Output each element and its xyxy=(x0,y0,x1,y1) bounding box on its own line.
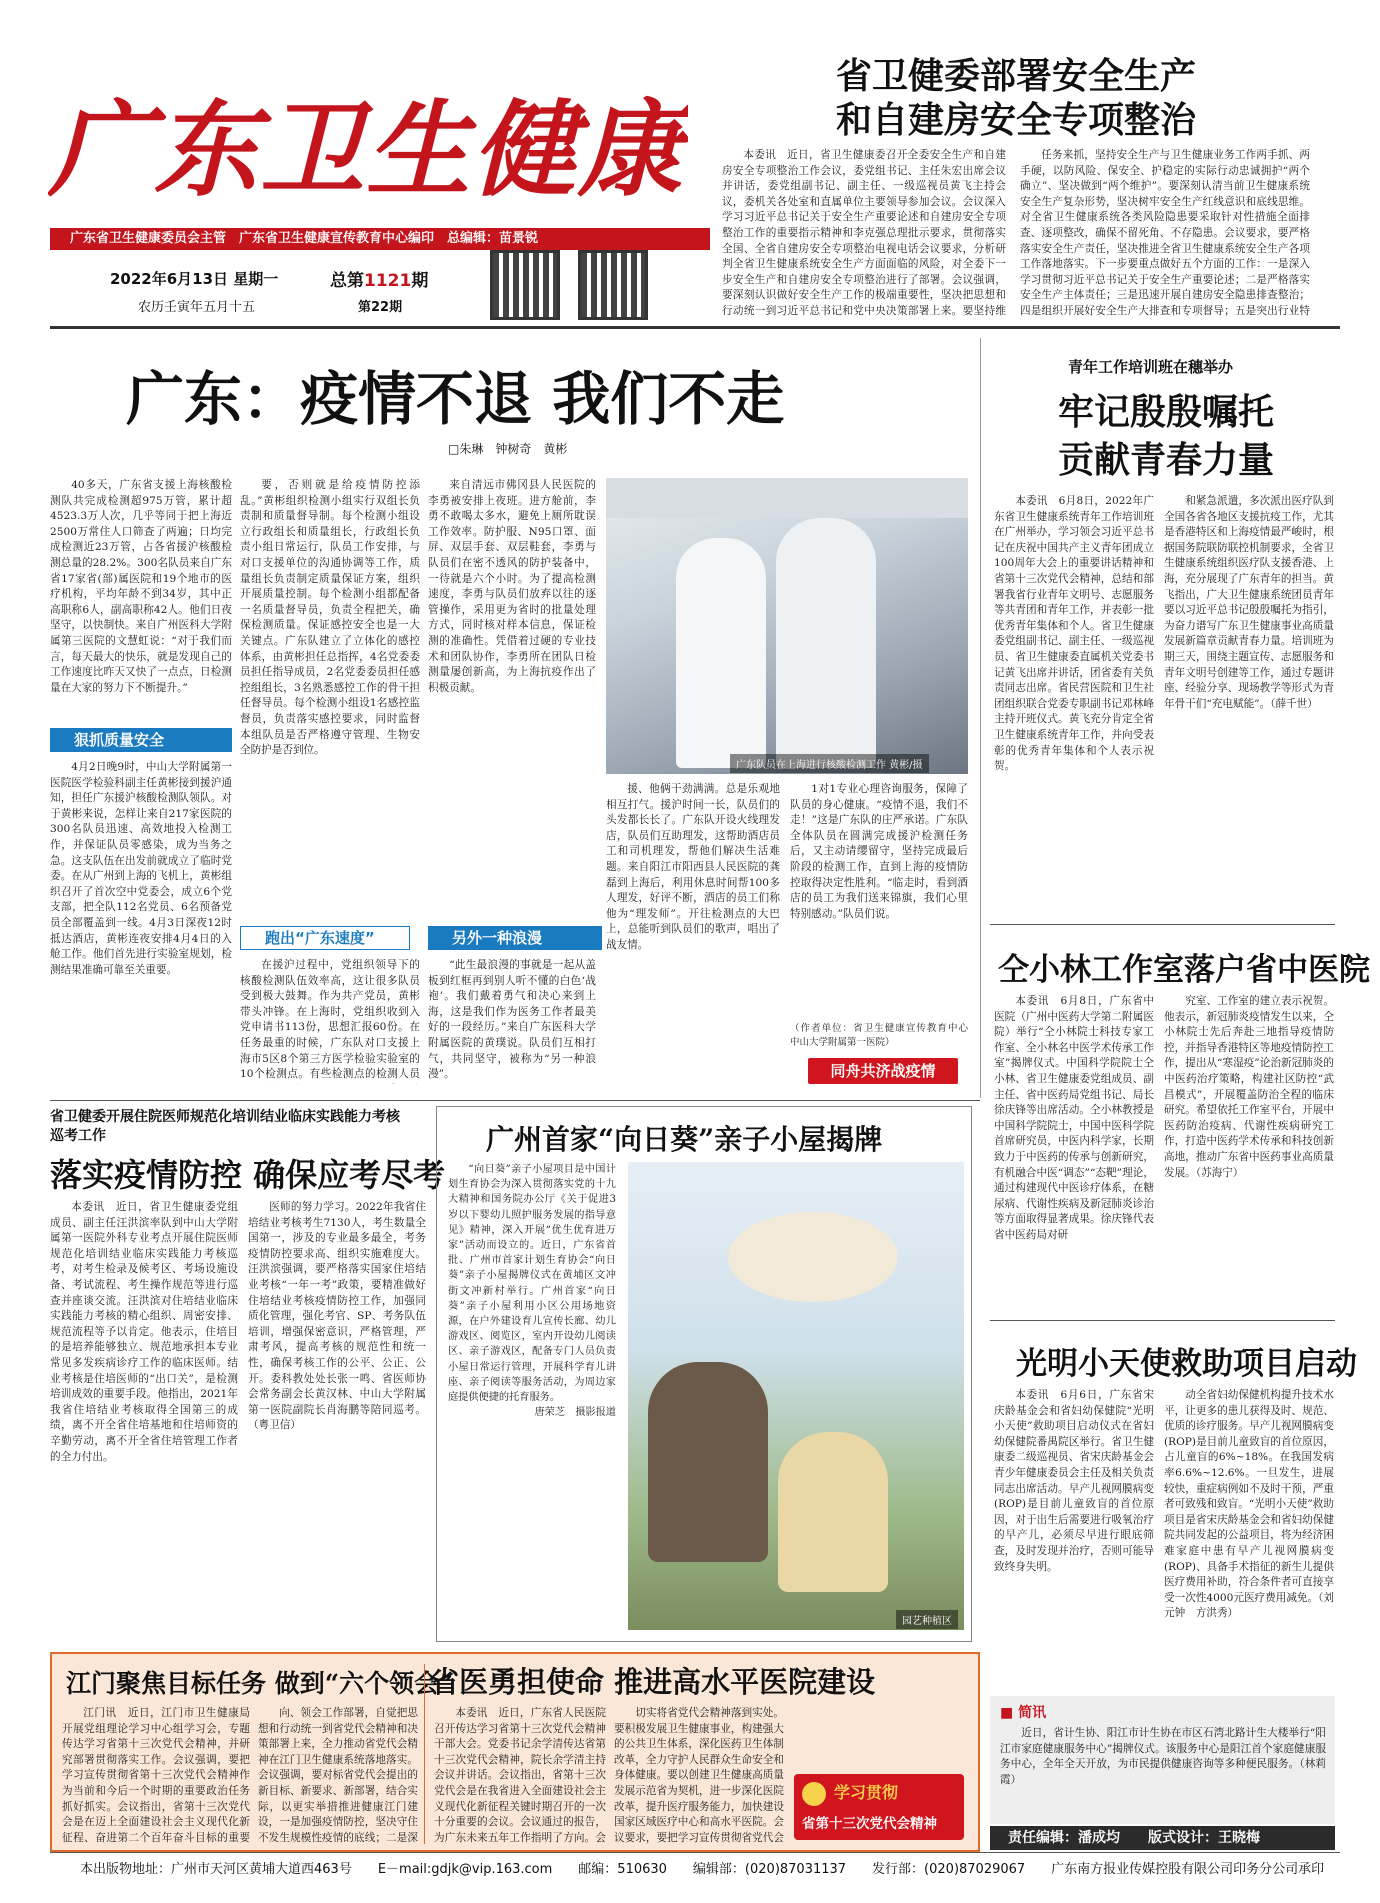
a8-column-1: 江门讯 近日，江门市卫生健康局开展党组理论学习中心组学习会，专题传达学习省第十三次党代会精神，并研究部署贯彻落实工作。会议强调，要把学习宣传贯彻省第十三次党代会精神作为当前和今后一个时期的重要政治任务抓好抓实。会议指出，省第十三次党代会是在迈上全面建设社会主义现代化新征程、奋进第二个百年奋斗目标的重要 xyxy=(62,1707,250,1844)
total-issue-number: 1121 xyxy=(364,271,412,291)
a7-column-1: 本委讯 6月6日，广东省宋庆龄基金会和省妇幼保健院“光明小天使”救助项目启动仪式在省妇幼保健院番禺院区举行。省卫生健康委二级巡视员、省宋庆龄基金会青少年健康委员会主任及相关负责同志出席活动。早产儿视网膜病变(ROP)是目前儿童致盲的首位原因，对于出生后需要进行吸氧治疗的早产儿，必须尽早进行眼底筛查，及时发现并治疗，否则可能导致终身失明。 xyxy=(994,1389,1154,1573)
issue-number: 第22期 xyxy=(358,300,403,315)
a3-title-line1: 牢记殷殷嘱托 xyxy=(1058,391,1275,433)
a6-photo xyxy=(628,1162,964,1630)
a1-title-line1: 省卫健委部署安全生产 xyxy=(836,55,1197,97)
section-divider xyxy=(50,1100,980,1101)
a2-title: 广东：疫情不退 我们不走 xyxy=(126,365,785,433)
issue-date: 2022年6月13日 星期一 xyxy=(110,270,279,288)
a5-kicker: 省卫健委开展住院医师规范化培训结业临床实践能力考核巡考工作 xyxy=(50,1109,400,1144)
study-badge-line2: 省第十三次党代会精神 xyxy=(802,1816,937,1832)
qr-code-icon xyxy=(578,250,648,320)
a2-byline: □朱琳 钟树奇 黄彬 xyxy=(448,442,568,456)
badge-anti-epidemic: 同舟共济战疫情 xyxy=(808,1058,958,1084)
a9-title: 省医勇担使命 推进高水平医院建设 xyxy=(430,1665,876,1699)
party-emblem-icon xyxy=(802,1782,826,1806)
header-divider xyxy=(50,326,1340,329)
a3-column-1: 本委讯 6月8日，2022年广东省卫生健康系统青年工作培训班在广州举办，学习领会习近平总书记在庆祝中国共产主义青年团成立100周年大会上的重要讲话精神和省第十三次党代会精神，总结和部署我省行业青年文明号、志愿服务等共青团和青年工作，并表彰一批优秀青年集体和个人。省卫生健康委党组副书记、副主任、一级巡视员、省卫生健康委直属机关党委书记黄飞出席并讲话，团省委有关负责同志出席。省民营医院和卫生社团组织联合党委专职副书记邓林峰主持开班仪式。黄飞充分肯定全省卫生健康系统青年工作，并向受表彰的优秀青年集体和个人表示祝贺。 xyxy=(994,495,1154,773)
a2-section-quality: 狠抓质量安全 xyxy=(50,728,232,752)
a4-column-1: 本委讯 6月8日，广东省中医院（广州中医药大学第二附属医院）举行“仝小林院士科技专家工作室、全小林名中医学术传承工作室”揭牌仪式。中国科学院院士仝小林、省卫生健康委党组成员、副主任、省中医药局党组书记、局长徐庆锋等出席活动。仝小林教授是中国科学院院士，中国中医科学院首席研究员，中医内科学家，长期致力于中医药的传承与创新研究，有机融合中医“调态”“态靶”理论，通过构建现代中医诊疗体系，在糖尿病、代谢性疾病及新冠肺炎诊治等方面取得显著成果。徐庆锋代表省中医药局对研 xyxy=(994,995,1154,1241)
total-issue-suffix: 期 xyxy=(411,271,429,291)
a6-text: “向日葵”亲子小屋项目是中国计划生育协会为深入贯彻落实党的十九大精神和国务院办公厅《关于促进3岁以下婴幼儿照护服务发展的指导意见》精神，深入开展“优生优育进万家”活动而设立的。近日，广东省首批、广州市首家计划生育协会“向日葵”亲子小屋揭牌仪式在黄埔区文冲街文冲新村举行。广州首家“向日葵”亲子小屋利用小区公用场地资源，在户外建设育儿宣传长廊、幼儿游戏区、阅览区，室内开设幼儿阅读区、亲子游戏区，配备专门人员负责小屋日常运行管理，开展科学育儿讲座、亲子阅读等服务活动，为周边家庭提供便捷的托育服务。 唐荣芝 摄影报道 xyxy=(448,1164,616,1419)
a2-photo xyxy=(606,478,968,774)
a2-section-romance: 另外一种浪漫 xyxy=(428,926,602,950)
a3-title-line2: 贡献青春力量 xyxy=(1058,439,1275,481)
signboard xyxy=(728,1212,898,1302)
band-divider xyxy=(424,1664,425,1844)
a6-author: 唐荣芝 xyxy=(534,1407,566,1419)
worker-figure xyxy=(676,538,766,768)
a2-column-2b: 在援沪过程中，党组织领导下的核酸检测队伍效率高，这让很多队员受到极大鼓舞。作为共产党员，黄彬带头冲锋。在上海时，党组织收到入党申请书113份，思想汇报60份。在任务最重的时候，广东队对口支援上海市5区8个第三方医学检验实验室的10个检测点。有些检测点的检测人员 xyxy=(240,959,420,1081)
study-badge xyxy=(794,1774,964,1840)
a2-column-1b: 4月2日晚9时，中山大学附属第一医院医学检验科副主任黄彬接到援沪通知，担任广东援沪核酸检测队领队。对于黄彬来说，怎样让来自217家医院的300名队员迅速、高效地投入检测工作，并保证队员零感染，成为当务之急。这支队伍在出发前就成立了临时党委。在从广州到上海的飞机上，黄彬组织召开了首次空中党委会，成立6个党支部，把全队112名党员、6名预备党员全部覆盖到一线。4月3日深夜12时抵达酒店，黄彬连夜安排4月4日的入舱工作。他们首先进行实验室规划，检测结果准确可靠至关重要。 xyxy=(50,761,232,976)
qr-code-icon xyxy=(490,250,560,320)
a6-title: 广州首家“向日葵”亲子小屋揭牌 xyxy=(486,1123,883,1156)
a6-author-note: 摄影报道 xyxy=(575,1407,616,1419)
column-divider xyxy=(980,338,981,1098)
section-divider xyxy=(990,924,1335,925)
brief-label: ■ 简讯 xyxy=(1000,1705,1047,1721)
a1-column-1: 本委讯 近日，省卫生健康委召开全委安全生产和自建房安全专项整治工作会议，委党组书记、主任朱宏出席会议并讲话，委党组副书记、副主任、一级巡视员黄飞主持会议，委机关各处室和直属单位主要领导参加会议。会议深入学习习近平总书记关于安全生产重要论述和自建房安全专项整治工作的重要指示精神和李克强总理批示要求，贯彻落实全国、全省自建房安全专项整治电视电话会议要求，分析研判全省卫生健康系统安全生产方面面临的风险，对全委下一步安全生产和自建房安全专项整治进行了部署。会议强调，要深刻认识做好安全生产工作的极端重要性，坚决把思想和行动统一到习近平总书记和党中央决策部署上来。要坚持维 xyxy=(722,149,1006,317)
child-figure xyxy=(778,1432,888,1592)
total-issue xyxy=(330,266,428,291)
a7-column-2: 动全省妇幼保健机构提升技术水平，让更多的患儿获得及时、规范、优质的诊疗服务。早产儿视网膜病变(ROP)是目前儿童致盲的首位原因，占儿童盲的6%~18%。在我国发病率6.6%~12.6%。一旦发生，进展较快，重症病例如不及时干预，严重者可致残和致盲。“光明小天使”救助项目是省宋庆龄基金会和省妇幼保健院共同发起的公益项目，将为经济困难家庭中患有早产儿视网膜病变(ROP)、具备手术指征的新生儿提供医疗费用补助，符合条件者可直接享受一次性4000元医疗费用减免。（刘元钟 方洪秀） xyxy=(1164,1389,1334,1620)
sponsor-bar: 广东省卫生健康委员会主管 广东省卫生健康宣传教育中心编印 总编辑：苗景锐 xyxy=(50,228,710,250)
a8-title: 江门聚焦目标任务 做到“六个领会” xyxy=(66,1669,454,1698)
a2-author-note: （作者单位：省卫生健康宣传教育中心 中山大学附属第一医院） xyxy=(790,1023,968,1048)
a2-column-4: 援、他俩干劲满满。总是乐观地相互打气。援沪时间一长，队员们的头发都长长了。广东队开设火线理发店，队员们互助理发，这帮助酒店员工和司机理发，帮他们解决生活难题。来自阳江市阳西县人民医院的龚磊到上海后，利用休息时间帮100多人理发，好评不断，酒店的员工们称他为“理发师”。开往检测点的大巴上，总能听到队员们的歌声，唱出了战友情。 xyxy=(606,783,780,951)
a9-column-1: 本委讯 近日，广东省人民医院召开传达学习省第十三次党代会精神干部大会。党委书记余学清传达省第十三次党代会精神，院长余学清主持会议并讲话。会议指出，省第十三次党代会是在我省进入全面建设社会主义现代化新征程关键时期召开的一次十分重要的会议。会议通过的报告，为广东未来五年工作指明了方向。会 xyxy=(434,1707,606,1844)
footer-info: 本出版物地址：广州市天河区黄埔大道西463号 E－mail:gdjk@vip.163.com 邮编：510630 编辑部：(020)87031137 发行部：(020)87029067 广东南方报业传媒控股有限公司印务分公司承印 xyxy=(80,1862,1325,1877)
a3-column-2: 和紧急派遣，多次派出医疗队到全国各省各地区支援抗疫工作，尤其是香港特区和上海疫情最严峻时，根据国务院联防联控机制要求，全省卫生健康系统组织医疗队支援香港、上海，充分展现了广东青年的担当。黄飞指出，广大卫生健康系统团员青年要以习近平总书记殷殷嘱托为指引，为奋力谱写广东卫生健康事业高质量发展新篇章贡献青春力量。培训班为期三天，围绕主题宣传、志愿服务和青年文明号创建等工作，通过专题讲座、经验分享、现场教学等形式为青年骨干们“充电赋能”。（薛千世） xyxy=(1164,495,1334,710)
a2-column-2: 要，否则就是给疫情防控添乱。”黄彬组织检测小组实行双组长负责制和质量督导制。每个检测小组设立行政组长和质量组长，行政组长负责小组日常运行，队员工作安排，与对口支援单位的沟通协调等工作，质量组长负责制定质量保证方案，组织开展质量控制。每个检测小组都配备一名质量督导员，负责全程把关，确保检测质量。保证感控安全也是一大关键点。广东队建立了立体化的感控体系，由黄彬担任总指挥，4名党委委员担任指导成员，2名党委委员担任感控组组长，3名熟悉感控工作的骨干担任督导员。每个检测小组设1名感控监督员，负责落实感控要求，同时监督本组队员是否严格遵守管理、生物安全防护是否到位。 xyxy=(240,479,420,757)
a2-column-3b: “此生最浪漫的事就是一起从盖板到红框再到别人听不懂的白色‘战袍’。我们戴着勇气和决心来到上海，这是我们作为医务工作者最美好的一段经历。”来自广东医科大学附属医院的黄璞说。队员们互相打气，共同坚守，被称为“另一种浪漫”。 xyxy=(428,959,596,1081)
a8-column-2: 向、领会工作部署，自觉把思想和行动统一到省党代会精神和决策部署上来，全力推动省党代会精神在江门卫生健康系统落地落实。会议强调，要对标省党代会提出的新目标、新要求、新部署，结合实际，以更实举措推进健康江门建设，一是加强疫情防控，坚决守住不发生规模性疫情的底线；二是深 xyxy=(258,1707,418,1844)
a3-kicker: 青年工作培训班在穗举办 xyxy=(1068,358,1234,376)
editor-credits: 责任编辑：潘成均 版式设计：王晓梅 xyxy=(990,1826,1335,1850)
footer-divider xyxy=(50,1852,1340,1853)
a5-title: 落实疫情防控 确保应考尽考 xyxy=(50,1156,446,1194)
ceiling xyxy=(606,478,968,518)
study-badge-line1: 学习贯彻 xyxy=(834,1783,899,1802)
total-issue-prefix: 总第 xyxy=(330,271,364,291)
a2-section-speed: 跑出“广东速度” xyxy=(240,926,410,950)
a2-photo-caption: 广东队员在上海进行核酸检测工作 黄彬/摄 xyxy=(730,754,929,773)
a6-photo-caption: 园艺种植区 xyxy=(896,1610,958,1629)
a2-column-1: 40多天，广东省支援上海核酸检测队共完成检测超975万管，累计超4523.3万人次，几乎等同于把上海近2500万常住人口筛查了两遍；日均完成检测近23万管，占各省援沪核酸检测总量的28.2%。300名队员来自广东省17家省(部)属医院和19个地市的医疗机构，平均年龄不到34岁，其中正高职称6人，副高职称42人。他们日夜坚守，以快制快。来自广州医科大学附属第三医院的文慧虹说：“对于我们而言，每天最大的快乐，就是发现自己的工作速度比昨天又快了一点点，日检测量在大家的努力下不断提升。” xyxy=(50,479,232,694)
a7-title: 光明小天使救助项目启动 xyxy=(1016,1346,1357,1382)
a2-column-3: 来自清远市佛冈县人民医院的李勇被安排上夜班。进方舱前，李勇不敢喝太多水，避免上厕所耽误工作效率。防护服、N95口罩、面屏、双层手套、双层鞋套，李勇与队员们在密不透风的防护装备中，一待就是六个小时。为了提高检测速度，李勇与队员们放弃以往的逐管操作，采用更为省时的批量处理方式，同时核对样本信息，保证检测的准确性。凭借着过硬的专业技术和团队协作，李勇所在团队日检测量屡创新高，为上海抗疫作出了积极贡献。 xyxy=(428,479,596,694)
a4-title: 仝小林工作室落户省中医院 xyxy=(998,952,1370,988)
lunar-date: 农历壬寅年五月十五 xyxy=(138,300,256,315)
section-divider xyxy=(990,1320,1335,1321)
a1-title-line2: 和自建房安全专项整治 xyxy=(836,99,1197,141)
a4-column-2: 究室、工作室的建立表示祝贺。他表示，新冠肺炎疫情发生以来，仝小林院士先后奔赴三地指导疫情防控，并指导香港特区等地疫情防控工作，提出从“寒湿疫”论治新冠肺炎的中医药治疗策略，构建社区防控“武昌模式”，开展覆盖防治全程的临床研究。希望依托工作室平台，开展中医药防治疫病、代谢性疾病研究工作，打造中医药学术传承和科技创新高地，推动广东省中医药事业高质量发展。（苏海宁） xyxy=(1164,995,1334,1179)
a5-column-1: 本委讯 近日，省卫生健康委党组成员、副主任汪洪滨率队到中山大学附属第一医院外科专业考点开展住院医师规范化培训结业临床实践能力考核巡考，对考生检录及候考区、考场设施设备、考试流程、考生操作规范等进行巡查并座谈交流。汪洪滨对住培结业临床实践能力考核的精心组织、周密安排、规范流程等予以肯定。他表示，住培目的是培养能够独立、规范地承担本专业常见多发疾病诊疗工作的临床医师。结业考核是住培医师的“出口关”，是检测培训成效的重要手段。他指出，2021年我省住培结业考核取得全国第三的成绩，离不开全省住培基地和住培师资的辛勤劳动，离不开全省住培管理工作者的全力付出。 xyxy=(50,1201,238,1463)
worker-figure xyxy=(776,518,876,768)
a1-column-2: 任务来抓，坚持安全生产与卫生健康业务工作两手抓、两手硬，以防风险、保安全、护稳定的实际行动忠诚拥护“两个确立”、坚决做到“两个维护”。要深刻认清当前卫生健康系统安全生产复杂形势，坚决树牢安全生产红线意识和底线思维。对全省卫生健康系统各类风险隐患要采取针对性措施全面排查、逐项整改，确保不留死角、不存隐患。会议要求，要严格落实安全生产责任，坚决推进全省卫生健康系统安全生产各项工作落地落实。下一步要重点做好五个方面的工作：一是深入学习贯彻习近平总书记关于安全生产重要论述；二是严格落实安全生产主体责任；三是迅速开展自建房安全隐患排查整治；四是组织开展好安全生产大排查和专项督导；五是突出行业特 xyxy=(1020,149,1310,317)
adult-figure xyxy=(648,1362,768,1562)
a9-column-2: 切实将省党代会精神落到实处。要积极发展卫生健康事业，构建强大的公共卫生体系，深化医药卫生体制改革，全力守护人民群众生命安全和身体健康。要以创建卫生健康高质量发展示范省为契机，进一步深化医院改革，提升医疗服务能力，加快建设国家区域医疗中心和高水平医院。会议要求，要把学习宣传贯彻省党代会 xyxy=(614,1707,784,1844)
a2-column-5: 1对1专业心理咨询服务，保障了队员的身心健康。“疫情不退，我们不走！”这是广东队的庄严承诺。广东队全体队员在圆满完成援沪检测任务后，又主动请缨留守，坚持完成最后阶段的检测工作，直到上海的疫情防控取得决定性胜利。“临走时，看到酒店的员工为我们送来锦旗，我们心里特别感动。”队员们说。 xyxy=(790,783,968,920)
brief-text: 近日，省计生协、阳江市计生协在市区石湾北路计生大楼举行“阳江市家庭健康服务中心”揭牌仪式。该服务中心是阳江首个家庭健康服务中心，全年全天开放，为市民提供健康咨询等多种便民服务。（林莉霞） xyxy=(1000,1727,1326,1786)
a5-column-2: 医师的努力学习。2022年我省住培结业考核考生7130人，考生数量全国第一，涉及的专业最多最全，考务疫情防控要求高、组织实施难度大。汪洪滨强调，要严格落实国家住培结业考核“一年一考”政策，要精准做好住培结业考核疫情防控工作，加强同质化管理，强化考官、SP、考务队伍培训，增强保密意识，严格管理，严肃考风，提高考核的规范性和统一性，确保考核工作的公平、公正、公开。委科教处处长张一鸣、省医师协会常务副会长黄汉林、中山大学附属第一医院副院长肖海鹏等陪同巡考。（粤卫信） xyxy=(248,1201,426,1432)
masthead-title: 广东卫生健康 xyxy=(48,88,685,211)
